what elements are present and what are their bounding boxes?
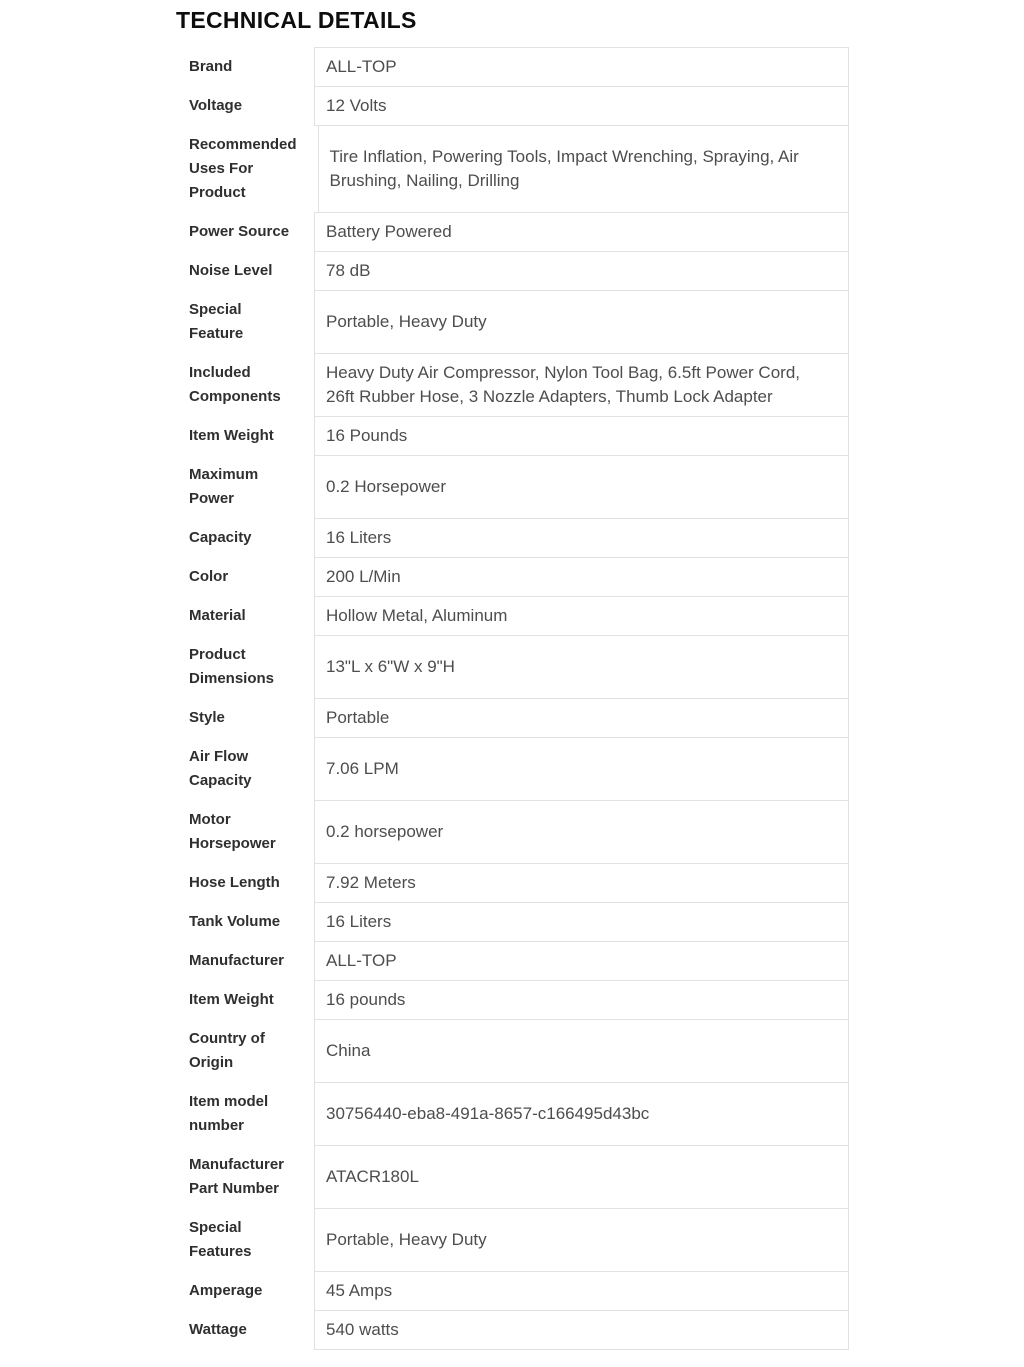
spec-label: Style [189, 709, 225, 726]
spec-value-cell [314, 47, 849, 87]
spec-value-cell [314, 980, 849, 1020]
spec-value-cell [314, 86, 849, 126]
spec-value-cell [314, 1082, 849, 1146]
section-title: TECHNICAL DETAILS [176, 7, 417, 33]
spec-value: 0.2 horsepower [326, 822, 444, 841]
spec-label: Special Feature [189, 301, 244, 342]
spec-table [176, 47, 849, 1350]
spec-row [176, 125, 849, 213]
spec-value-cell [314, 800, 849, 864]
spec-row [176, 86, 849, 126]
spec-label: Recommended Uses For Product [189, 136, 297, 201]
spec-label: Air Flow Capacity [189, 748, 252, 789]
spec-row [176, 455, 849, 519]
spec-value: Portable, Heavy Duty [326, 1230, 487, 1249]
spec-row [176, 1310, 849, 1350]
spec-label: Country of Origin [189, 1030, 265, 1071]
spec-value: 30756440-eba8-491a-8657-c166495d43bc [326, 1104, 650, 1123]
spec-label: Capacity [189, 529, 252, 546]
spec-value-cell [318, 125, 849, 213]
spec-value-cell [314, 1271, 849, 1311]
spec-label: Power Source [189, 223, 290, 240]
spec-label: Included Components [189, 364, 281, 405]
spec-row [176, 1271, 849, 1311]
spec-value-cell [314, 290, 849, 354]
spec-value-cell [314, 596, 849, 636]
spec-value-cell [314, 902, 849, 942]
spec-value: 540 watts [326, 1320, 399, 1339]
spec-value: 16 Liters [326, 528, 392, 547]
spec-value-cell [314, 416, 849, 456]
spec-row [176, 902, 849, 942]
spec-label: Item model number [189, 1093, 269, 1134]
spec-value: 0.2 Horsepower [326, 477, 447, 496]
spec-value-cell [314, 557, 849, 597]
spec-label: Manufacturer [189, 952, 285, 969]
spec-row [176, 416, 849, 456]
spec-row [176, 596, 849, 636]
spec-value: China [326, 1041, 371, 1060]
spec-row [176, 353, 849, 417]
spec-row [176, 47, 849, 87]
spec-value: ATACR180L [326, 1167, 419, 1186]
spec-value: 78 dB [326, 261, 371, 280]
spec-label: Product Dimensions [189, 646, 275, 687]
spec-label: Color [189, 568, 229, 585]
spec-value-cell [314, 941, 849, 981]
spec-label: Item Weight [189, 991, 274, 1008]
spec-value-cell [314, 212, 849, 252]
spec-row [176, 941, 849, 981]
spec-label: Voltage [189, 97, 243, 114]
spec-value-cell [314, 455, 849, 519]
spec-row [176, 635, 849, 699]
spec-value: 45 Amps [326, 1281, 393, 1300]
spec-row [176, 290, 849, 354]
spec-value-cell [314, 737, 849, 801]
spec-row [176, 518, 849, 558]
spec-label: Noise Level [189, 262, 273, 279]
spec-value: ALL-TOP [326, 951, 397, 970]
spec-value-cell [314, 698, 849, 738]
spec-value-cell [314, 863, 849, 903]
spec-value: Heavy Duty Air Compressor, Nylon Tool Bag, 6.5ft Power Cord, 26ft Rubber Hose, 3 Nozzle Adapters, Thumb Lock Adapter [326, 363, 800, 406]
spec-row [176, 737, 849, 801]
spec-row [176, 863, 849, 903]
spec-value-cell [314, 251, 849, 291]
spec-value: 200 L/Min [326, 567, 401, 586]
spec-value: ALL-TOP [326, 57, 397, 76]
spec-label: Brand [189, 58, 233, 75]
spec-label: Wattage [189, 1321, 247, 1338]
spec-value-cell [314, 1310, 849, 1350]
spec-value-cell [314, 518, 849, 558]
spec-value: 16 Pounds [326, 426, 408, 445]
spec-label: Tank Volume [189, 913, 281, 930]
spec-row [176, 1082, 849, 1146]
spec-row [176, 698, 849, 738]
spec-value: Tire Inflation, Powering Tools, Impact Wrenching, Spraying, Air Brushing, Nailing, Drilling [329, 147, 799, 190]
spec-row [176, 557, 849, 597]
spec-value-cell [314, 1208, 849, 1272]
spec-value: 7.92 Meters [326, 873, 416, 892]
spec-label: Amperage [189, 1282, 263, 1299]
spec-label: Item Weight [189, 427, 274, 444]
spec-label: Material [189, 607, 246, 624]
spec-row [176, 800, 849, 864]
spec-value: 16 pounds [326, 990, 406, 1009]
spec-row [176, 212, 849, 252]
spec-label: Motor Horsepower [189, 811, 276, 852]
spec-label: Special Features [189, 1219, 252, 1260]
spec-value: Battery Powered [326, 222, 452, 241]
spec-row [176, 1145, 849, 1209]
spec-row [176, 980, 849, 1020]
spec-value-cell [314, 1019, 849, 1083]
spec-value-cell [314, 635, 849, 699]
spec-row [176, 1019, 849, 1083]
spec-value: 7.06 LPM [326, 759, 399, 778]
spec-value: Hollow Metal, Aluminum [326, 606, 508, 625]
spec-label: Hose Length [189, 874, 280, 891]
spec-row [176, 1208, 849, 1272]
spec-value: Portable [326, 708, 390, 727]
spec-value: 12 Volts [326, 96, 387, 115]
spec-value: 16 Liters [326, 912, 392, 931]
spec-value: 13"L x 6"W x 9"H [326, 657, 455, 676]
spec-label: Manufacturer Part Number [189, 1156, 285, 1197]
spec-value: Portable, Heavy Duty [326, 312, 487, 331]
spec-value-cell [314, 353, 849, 417]
spec-value-cell [314, 1145, 849, 1209]
spec-row [176, 251, 849, 291]
spec-label: Maximum Power [189, 466, 259, 507]
